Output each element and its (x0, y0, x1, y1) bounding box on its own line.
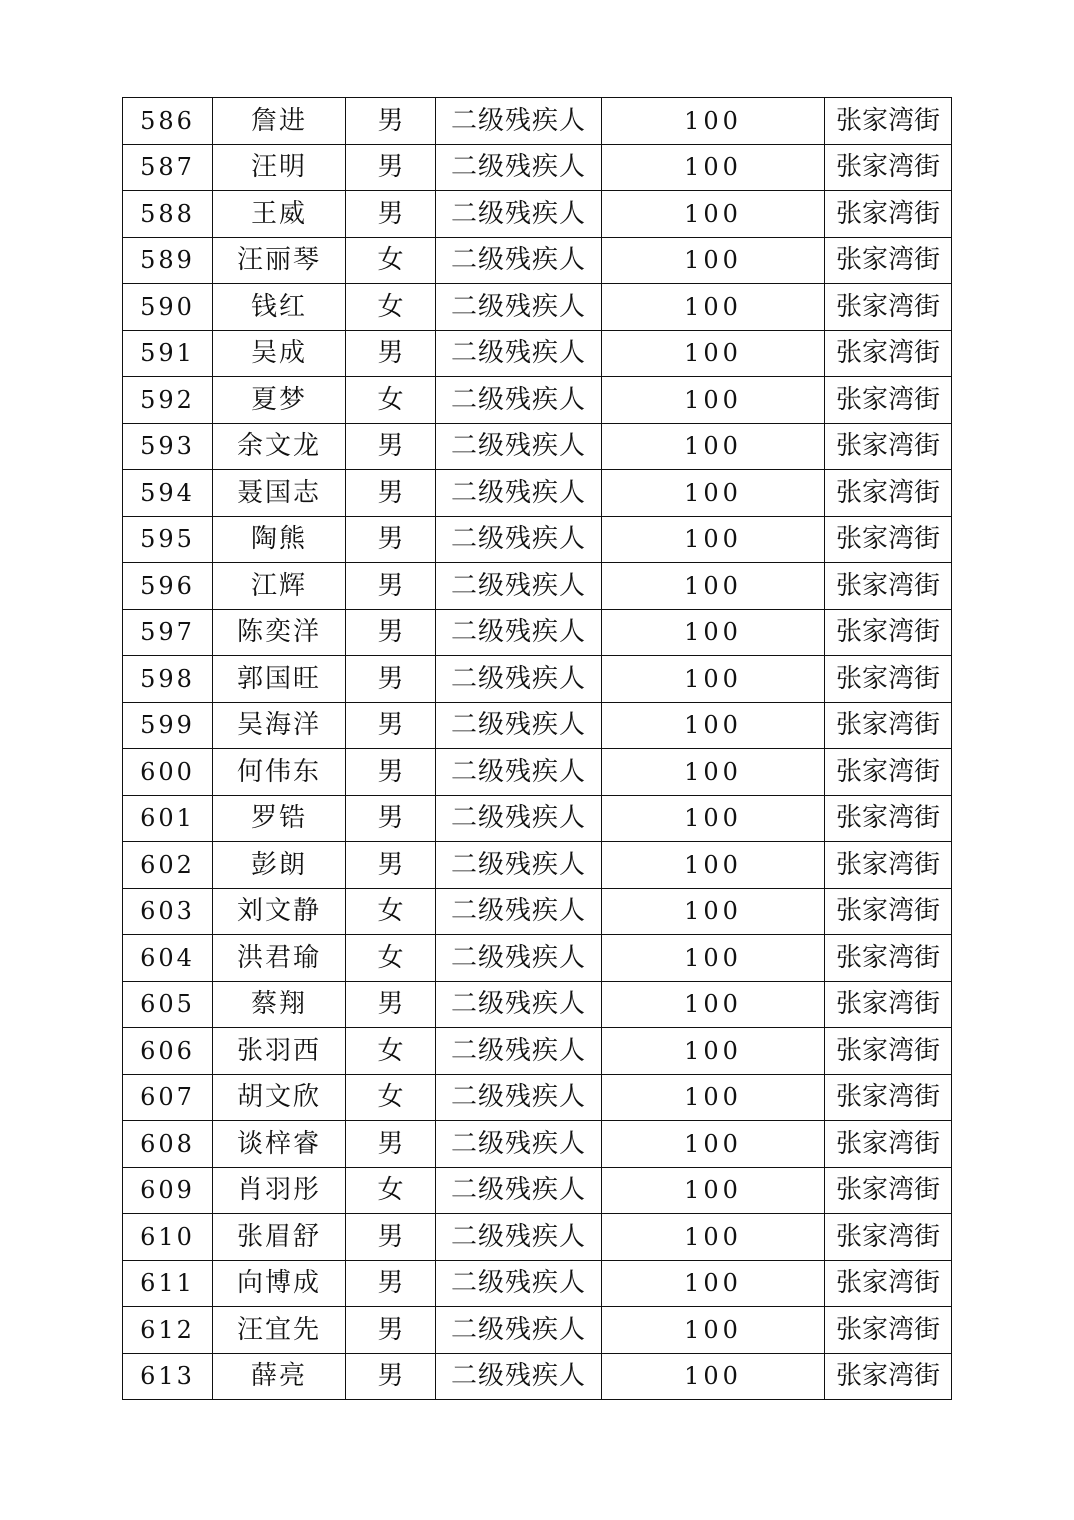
table-row (123, 1214, 952, 1261)
table-row (123, 1307, 952, 1354)
cell-amount: 100 (602, 749, 825, 796)
cell-amount: 100 (602, 888, 825, 935)
cell-name: 胡文欣 (213, 1074, 346, 1121)
cell-category: 二级残疾人 (436, 1121, 602, 1168)
table-row (123, 842, 952, 889)
table-row (123, 1260, 952, 1307)
cell-category: 二级残疾人 (436, 609, 602, 656)
cell-category: 二级残疾人 (436, 1028, 602, 1075)
cell-street: 张家湾街 (825, 377, 952, 424)
cell-amount: 100 (602, 935, 825, 982)
cell-street: 张家湾街 (825, 284, 952, 331)
cell-street: 张家湾街 (825, 1074, 952, 1121)
cell-category: 二级残疾人 (436, 749, 602, 796)
cell-category: 二级残疾人 (436, 888, 602, 935)
cell-sex: 女 (346, 1074, 436, 1121)
cell-sex: 女 (346, 1167, 436, 1214)
cell-street: 张家湾街 (825, 842, 952, 889)
cell-sex: 女 (346, 284, 436, 331)
cell-name: 向博成 (213, 1260, 346, 1307)
cell-category: 二级残疾人 (436, 981, 602, 1028)
cell-street: 张家湾街 (825, 935, 952, 982)
recipient-table (122, 97, 952, 1400)
cell-sex: 男 (346, 470, 436, 517)
cell-name: 汪明 (213, 144, 346, 191)
cell-amount: 100 (602, 330, 825, 377)
cell-number: 594 (123, 470, 213, 517)
cell-name: 彭朗 (213, 842, 346, 889)
cell-name: 张眉舒 (213, 1214, 346, 1261)
cell-sex: 女 (346, 888, 436, 935)
cell-amount: 100 (602, 237, 825, 284)
cell-number: 600 (123, 749, 213, 796)
cell-amount: 100 (602, 423, 825, 470)
cell-amount: 100 (602, 795, 825, 842)
cell-amount: 100 (602, 516, 825, 563)
table-row (123, 191, 952, 238)
cell-number: 587 (123, 144, 213, 191)
cell-number: 609 (123, 1167, 213, 1214)
cell-category: 二级残疾人 (436, 1167, 602, 1214)
cell-name: 余文龙 (213, 423, 346, 470)
cell-name: 何伟东 (213, 749, 346, 796)
cell-sex: 男 (346, 191, 436, 238)
cell-street: 张家湾街 (825, 330, 952, 377)
cell-sex: 男 (346, 1260, 436, 1307)
cell-amount: 100 (602, 1307, 825, 1354)
cell-number: 598 (123, 656, 213, 703)
cell-amount: 100 (602, 377, 825, 424)
cell-street: 张家湾街 (825, 1167, 952, 1214)
cell-sex: 男 (346, 423, 436, 470)
cell-number: 612 (123, 1307, 213, 1354)
cell-amount: 100 (602, 1167, 825, 1214)
table-body (123, 98, 952, 1400)
cell-street: 张家湾街 (825, 656, 952, 703)
cell-number: 607 (123, 1074, 213, 1121)
table-row (123, 888, 952, 935)
cell-number: 608 (123, 1121, 213, 1168)
cell-name: 洪君瑜 (213, 935, 346, 982)
cell-street: 张家湾街 (825, 981, 952, 1028)
cell-street: 张家湾街 (825, 609, 952, 656)
table-row (123, 470, 952, 517)
table-row (123, 609, 952, 656)
cell-sex: 女 (346, 935, 436, 982)
table-row (123, 563, 952, 610)
cell-amount: 100 (602, 191, 825, 238)
cell-category: 二级残疾人 (436, 1074, 602, 1121)
cell-number: 592 (123, 377, 213, 424)
cell-category: 二级残疾人 (436, 1353, 602, 1400)
cell-sex: 男 (346, 842, 436, 889)
cell-amount: 100 (602, 1121, 825, 1168)
table-row (123, 935, 952, 982)
table-row (123, 1167, 952, 1214)
cell-street: 张家湾街 (825, 749, 952, 796)
cell-name: 蔡翔 (213, 981, 346, 1028)
cell-street: 张家湾街 (825, 1260, 952, 1307)
cell-number: 599 (123, 702, 213, 749)
cell-name: 聂国志 (213, 470, 346, 517)
cell-street: 张家湾街 (825, 1353, 952, 1400)
table-row (123, 1028, 952, 1075)
cell-sex: 男 (346, 981, 436, 1028)
cell-name: 薛亮 (213, 1353, 346, 1400)
cell-street: 张家湾街 (825, 516, 952, 563)
cell-number: 610 (123, 1214, 213, 1261)
cell-sex: 男 (346, 749, 436, 796)
cell-category: 二级残疾人 (436, 1307, 602, 1354)
cell-amount: 100 (602, 284, 825, 331)
cell-number: 589 (123, 237, 213, 284)
cell-amount: 100 (602, 1260, 825, 1307)
cell-street: 张家湾街 (825, 795, 952, 842)
cell-name: 罗锆 (213, 795, 346, 842)
cell-category: 二级残疾人 (436, 656, 602, 703)
table-row (123, 377, 952, 424)
cell-number: 604 (123, 935, 213, 982)
cell-number: 611 (123, 1260, 213, 1307)
cell-number: 586 (123, 98, 213, 145)
cell-number: 603 (123, 888, 213, 935)
cell-name: 夏梦 (213, 377, 346, 424)
cell-street: 张家湾街 (825, 144, 952, 191)
cell-sex: 男 (346, 330, 436, 377)
cell-name: 吴海洋 (213, 702, 346, 749)
cell-category: 二级残疾人 (436, 284, 602, 331)
table-row (123, 516, 952, 563)
table-row (123, 981, 952, 1028)
cell-street: 张家湾街 (825, 1121, 952, 1168)
cell-name: 王威 (213, 191, 346, 238)
cell-number: 595 (123, 516, 213, 563)
cell-category: 二级残疾人 (436, 470, 602, 517)
cell-street: 张家湾街 (825, 1307, 952, 1354)
cell-number: 613 (123, 1353, 213, 1400)
cell-sex: 女 (346, 237, 436, 284)
cell-amount: 100 (602, 1214, 825, 1261)
table-row (123, 656, 952, 703)
cell-category: 二级残疾人 (436, 98, 602, 145)
cell-category: 二级残疾人 (436, 842, 602, 889)
table-row (123, 795, 952, 842)
cell-sex: 男 (346, 656, 436, 703)
cell-number: 590 (123, 284, 213, 331)
cell-name: 郭国旺 (213, 656, 346, 703)
cell-sex: 女 (346, 1028, 436, 1075)
cell-amount: 100 (602, 1028, 825, 1075)
cell-sex: 女 (346, 377, 436, 424)
cell-category: 二级残疾人 (436, 191, 602, 238)
cell-amount: 100 (602, 1074, 825, 1121)
cell-amount: 100 (602, 470, 825, 517)
cell-category: 二级残疾人 (436, 795, 602, 842)
cell-sex: 男 (346, 702, 436, 749)
cell-category: 二级残疾人 (436, 516, 602, 563)
cell-name: 江辉 (213, 563, 346, 610)
cell-number: 591 (123, 330, 213, 377)
cell-amount: 100 (602, 609, 825, 656)
cell-amount: 100 (602, 144, 825, 191)
cell-category: 二级残疾人 (436, 1214, 602, 1261)
cell-sex: 男 (346, 516, 436, 563)
cell-amount: 100 (602, 1353, 825, 1400)
cell-number: 593 (123, 423, 213, 470)
cell-sex: 男 (346, 1353, 436, 1400)
cell-number: 597 (123, 609, 213, 656)
cell-amount: 100 (602, 563, 825, 610)
cell-name: 吴成 (213, 330, 346, 377)
cell-category: 二级残疾人 (436, 377, 602, 424)
cell-name: 汪宜先 (213, 1307, 346, 1354)
cell-category: 二级残疾人 (436, 1260, 602, 1307)
cell-amount: 100 (602, 702, 825, 749)
cell-sex: 男 (346, 1307, 436, 1354)
cell-street: 张家湾街 (825, 1028, 952, 1075)
cell-amount: 100 (602, 842, 825, 889)
cell-street: 张家湾街 (825, 191, 952, 238)
cell-street: 张家湾街 (825, 237, 952, 284)
cell-street: 张家湾街 (825, 423, 952, 470)
cell-name: 张羽西 (213, 1028, 346, 1075)
cell-number: 596 (123, 563, 213, 610)
cell-category: 二级残疾人 (436, 237, 602, 284)
table-row (123, 749, 952, 796)
cell-sex: 男 (346, 1121, 436, 1168)
cell-number: 602 (123, 842, 213, 889)
cell-street: 张家湾街 (825, 888, 952, 935)
cell-amount: 100 (602, 981, 825, 1028)
cell-category: 二级残疾人 (436, 144, 602, 191)
cell-name: 肖羽彤 (213, 1167, 346, 1214)
cell-sex: 男 (346, 563, 436, 610)
cell-category: 二级残疾人 (436, 330, 602, 377)
cell-category: 二级残疾人 (436, 423, 602, 470)
cell-name: 陈奕洋 (213, 609, 346, 656)
cell-number: 588 (123, 191, 213, 238)
table-row (123, 284, 952, 331)
cell-sex: 男 (346, 144, 436, 191)
table-row (123, 237, 952, 284)
cell-amount: 100 (602, 656, 825, 703)
cell-street: 张家湾街 (825, 563, 952, 610)
table-row (123, 423, 952, 470)
cell-street: 张家湾街 (825, 470, 952, 517)
cell-street: 张家湾街 (825, 702, 952, 749)
cell-sex: 男 (346, 609, 436, 656)
cell-number: 606 (123, 1028, 213, 1075)
cell-category: 二级残疾人 (436, 935, 602, 982)
cell-name: 汪丽琴 (213, 237, 346, 284)
cell-street: 张家湾街 (825, 98, 952, 145)
table-row (123, 98, 952, 145)
cell-name: 陶熊 (213, 516, 346, 563)
table-row (123, 702, 952, 749)
cell-name: 钱红 (213, 284, 346, 331)
cell-name: 詹进 (213, 98, 346, 145)
cell-amount: 100 (602, 98, 825, 145)
cell-category: 二级残疾人 (436, 563, 602, 610)
cell-number: 601 (123, 795, 213, 842)
cell-name: 谈梓睿 (213, 1121, 346, 1168)
cell-category: 二级残疾人 (436, 702, 602, 749)
table-row (123, 330, 952, 377)
table-row (123, 144, 952, 191)
table-row (123, 1353, 952, 1400)
cell-street: 张家湾街 (825, 1214, 952, 1261)
cell-sex: 男 (346, 98, 436, 145)
table-row (123, 1074, 952, 1121)
cell-sex: 男 (346, 795, 436, 842)
cell-name: 刘文静 (213, 888, 346, 935)
table-row (123, 1121, 952, 1168)
cell-number: 605 (123, 981, 213, 1028)
cell-sex: 男 (346, 1214, 436, 1261)
